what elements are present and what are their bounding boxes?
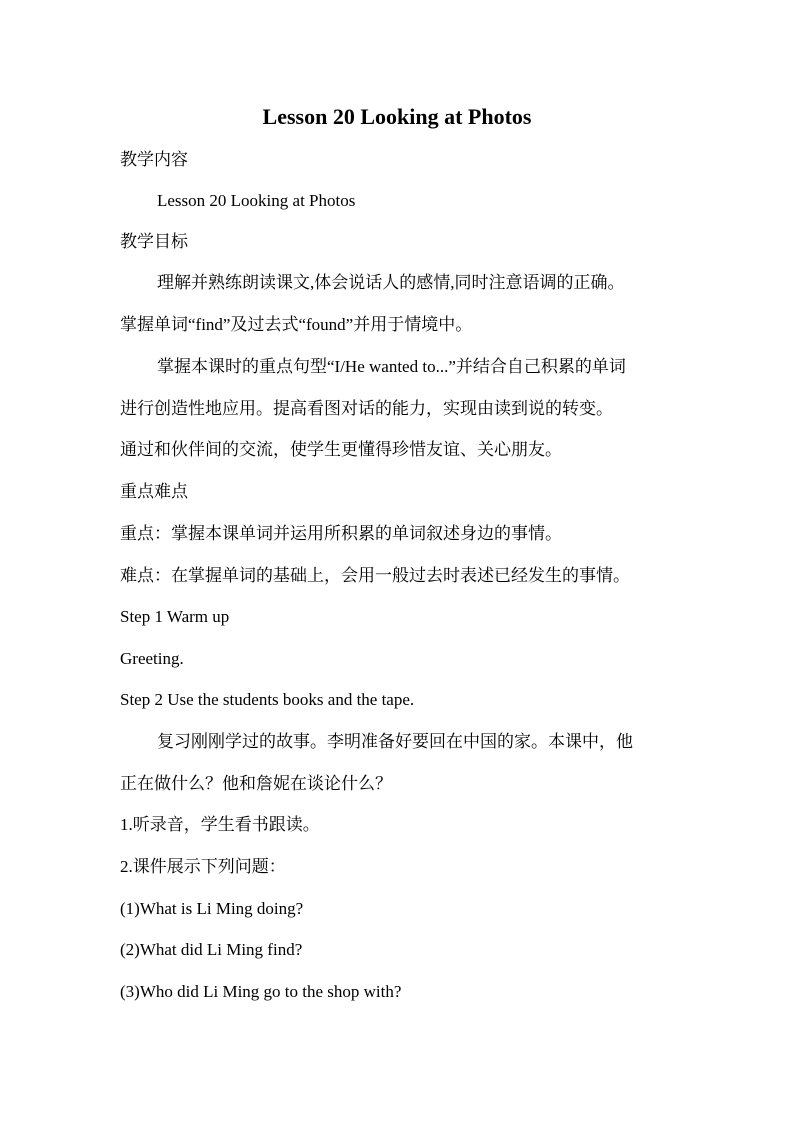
step-text: 复习刚刚学过的故事。李明准备好要回在中国的家。本课中，他 xyxy=(157,732,633,751)
difficulty-text: 难点：在掌握单词的基础上，会用一般过去时表述已经发生的事情。 xyxy=(120,566,630,585)
question-item: (1)What is Li Ming doing? xyxy=(120,899,304,918)
step-text: 正在做什么？他和詹妮在谈论什么？ xyxy=(120,774,392,793)
objective-text: 掌握单词“find”及过去式“found”并用于情境中。 xyxy=(120,315,473,334)
list-item: 1.听录音，学生看书跟读。 xyxy=(120,815,320,834)
section-heading-key-points: 重点难点 xyxy=(120,482,188,501)
document-title: Lesson 20 Looking at Photos xyxy=(262,104,532,129)
list-item: 2.课件展示下列问题： xyxy=(120,857,286,876)
objective-text: 进行创造性地应用。提高看图对话的能力，实现由读到说的转变。 xyxy=(120,399,613,418)
section-heading-objectives: 教学目标 xyxy=(120,232,188,251)
content-text: Lesson 20 Looking at Photos xyxy=(157,191,356,210)
question-item: (2)What did Li Ming find? xyxy=(120,940,303,959)
objective-text: 理解并熟练朗读课文,体会说话人的感情,同时注意语调的正确。 xyxy=(157,273,625,292)
section-heading-content: 教学内容 xyxy=(120,150,188,169)
step-text: Greeting. xyxy=(120,649,184,668)
step-heading: Step 1 Warm up xyxy=(120,607,230,626)
objective-text: 通过和伙伴间的交流，使学生更懂得珍惜友谊、关心朋友。 xyxy=(120,440,562,459)
step-heading: Step 2 Use the students books and the tape. xyxy=(120,690,415,709)
question-item: (3)Who did Li Ming go to the shop with? xyxy=(120,982,402,1001)
objective-text: 掌握本课时的重点句型“I/He wanted to...”并结合自己积累的单词 xyxy=(157,357,626,376)
key-point-text: 重点：掌握本课单词并运用所积累的单词叙述身边的事情。 xyxy=(120,524,562,543)
